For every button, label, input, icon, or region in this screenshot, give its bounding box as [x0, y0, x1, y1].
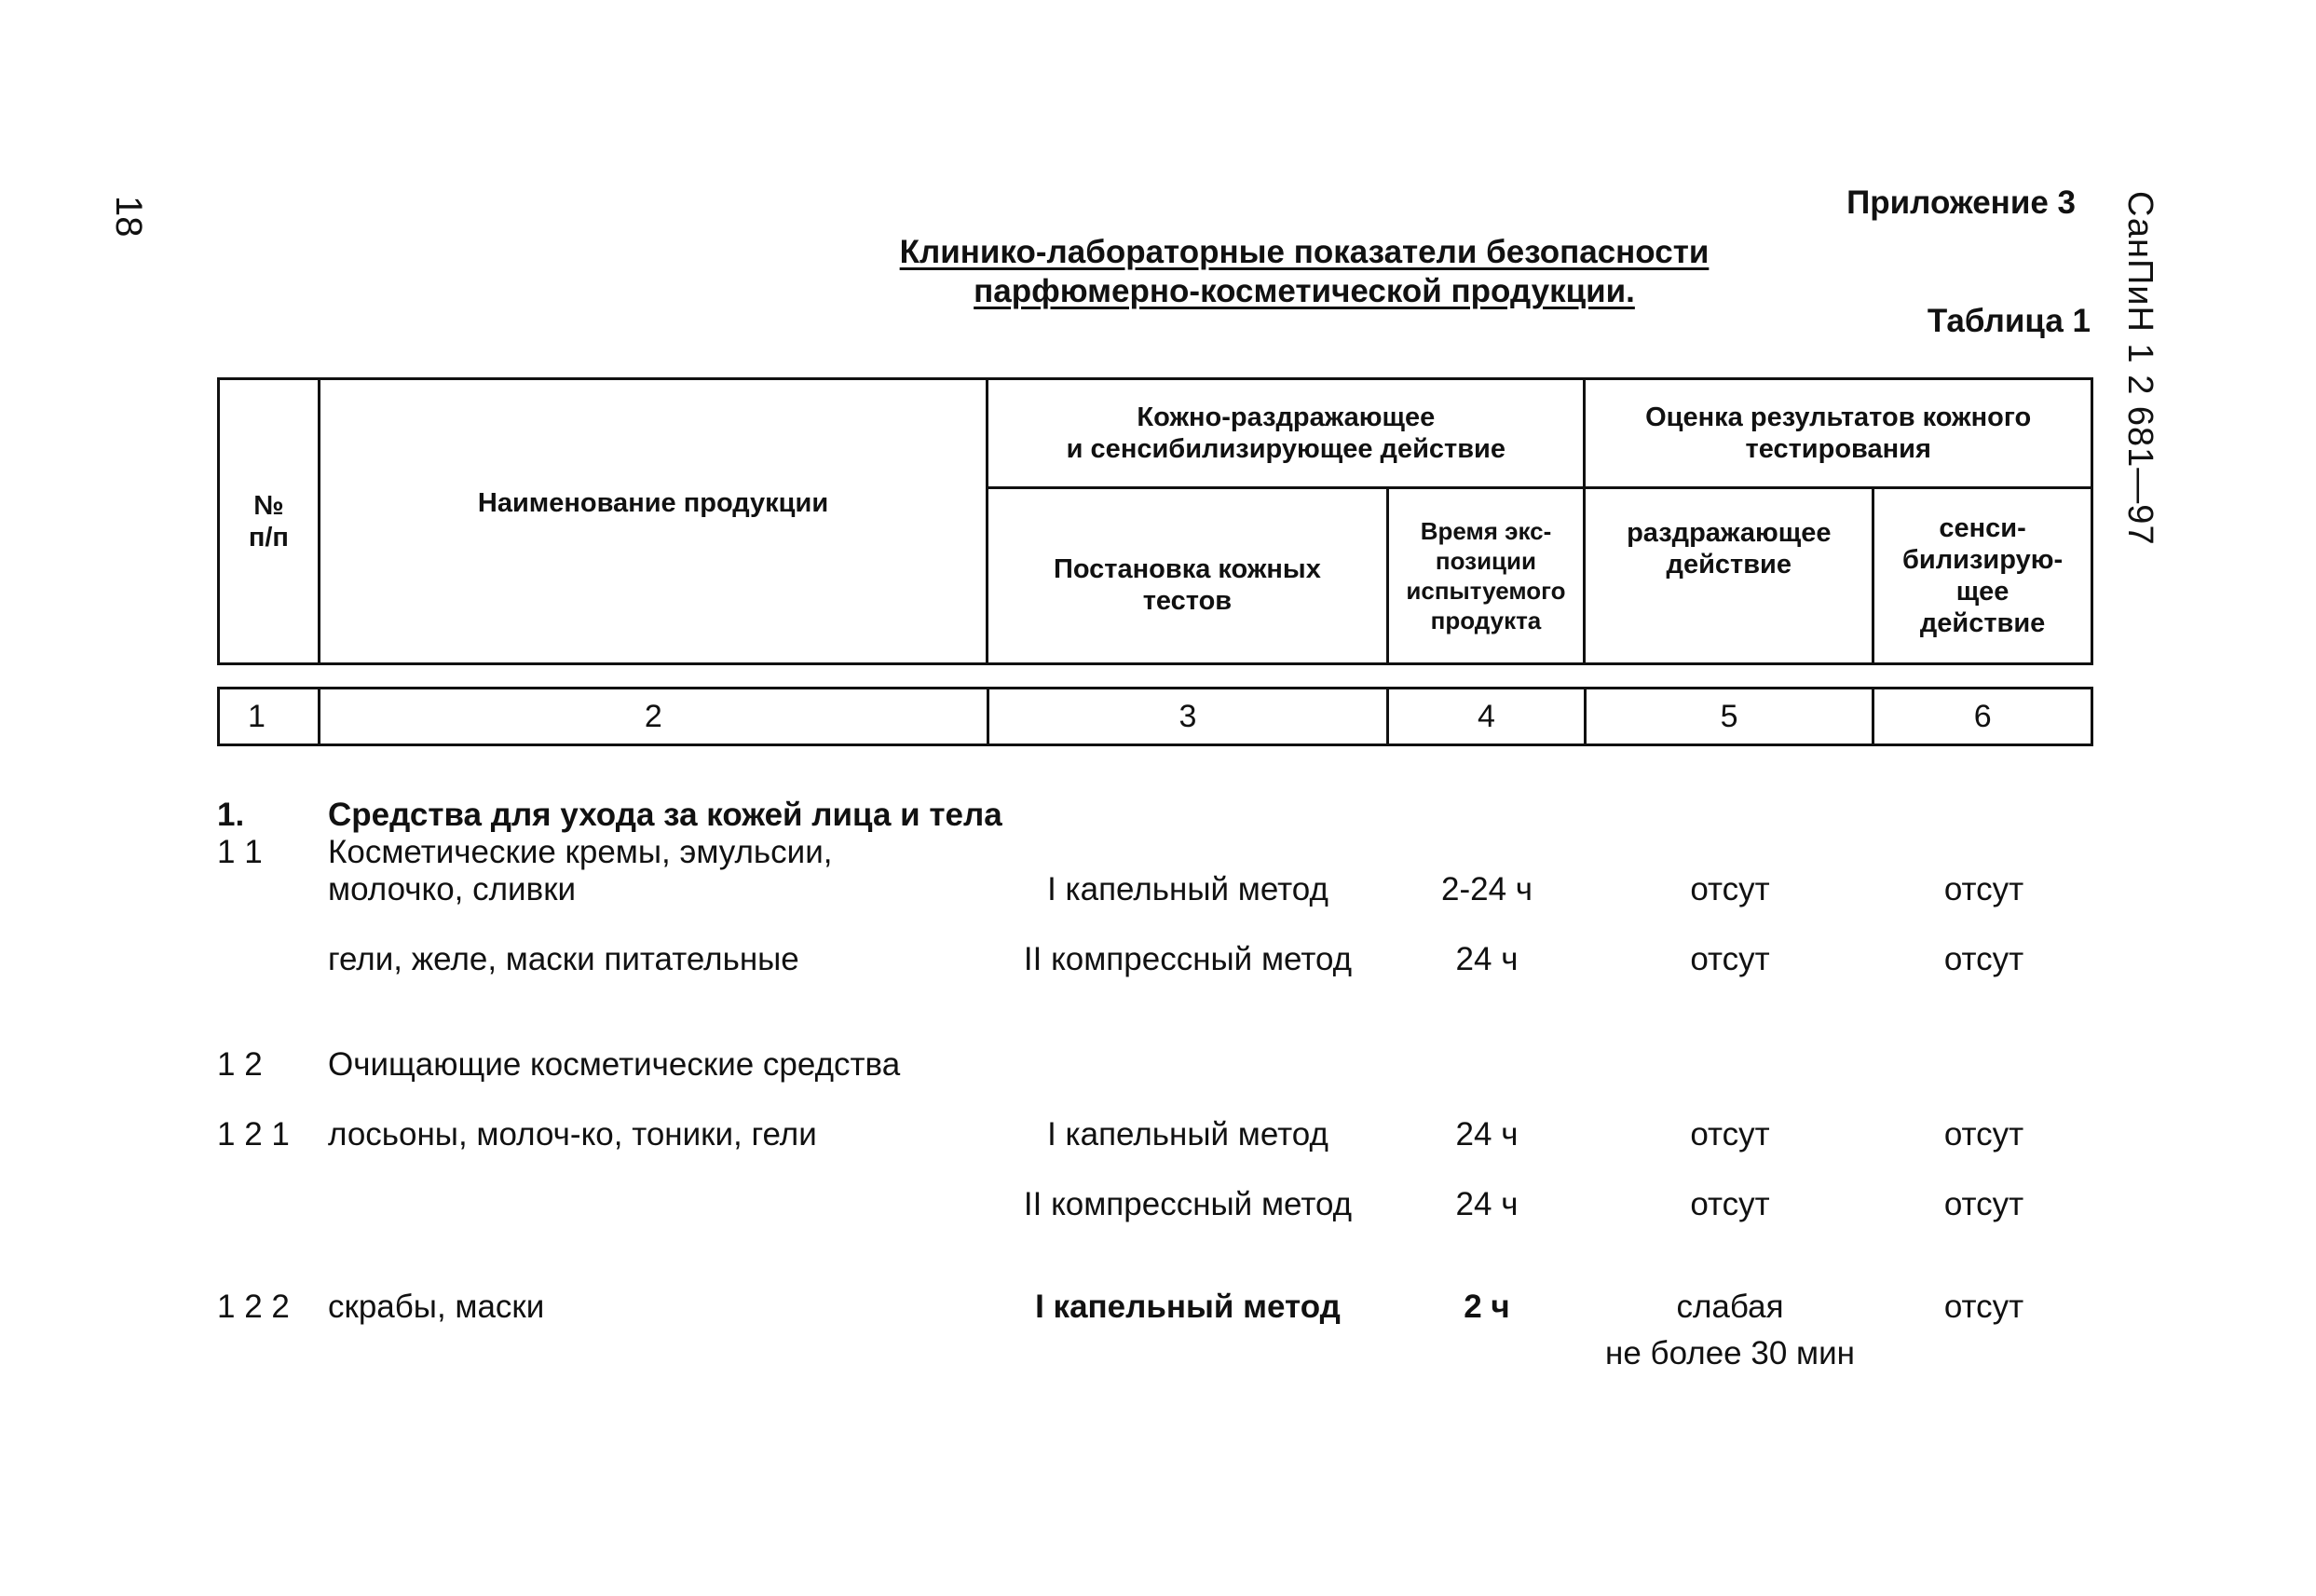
column-number: 4 — [1388, 689, 1586, 745]
row-sensitizing-result: отсут — [1943, 1186, 2024, 1222]
header-product-name: Наименование продукции — [319, 379, 988, 664]
column-numbers-row — [217, 687, 2093, 746]
header-evaluation-group: Оценка результатов кожного тестирования — [1585, 379, 2092, 488]
row-test-method: I капельный метод — [1035, 1289, 1341, 1325]
row-exposure-time: 24 ч — [1455, 1186, 1519, 1222]
row-test-method: I капельный метод — [1047, 1116, 1328, 1153]
row-number: 1 2 — [217, 1046, 263, 1083]
row-test-method: I капельный метод — [1047, 871, 1328, 907]
row-product-name: скрабы, маски — [328, 1289, 545, 1325]
header-exposure-time: Время экс- позиции испытуемого продукта — [1387, 488, 1585, 664]
row-sensitizing-result: отсут — [1943, 1116, 2024, 1153]
row-product-name: Косметические кремы, эмульсии, — [328, 834, 833, 870]
row-irritant-result: отсут — [1690, 941, 1770, 977]
row-exposure-time: 2-24 ч — [1440, 871, 1533, 907]
section-title: Средства для ухода за кожей лица и тела — [328, 797, 1002, 833]
appendix-label: Приложение 3 — [1846, 184, 2076, 221]
row-irritant-result: отсут — [1690, 1186, 1770, 1222]
table-label: Таблица 1 — [1927, 303, 2091, 339]
row-product-name: гели, желе, маски питательные — [328, 941, 799, 977]
row-exposure-time: 24 ч — [1455, 941, 1519, 977]
column-number: 6 — [1873, 689, 2092, 745]
header-skin-irritant-group: Кожно-раздражающее и сенсибилизирующее действие — [988, 379, 1585, 488]
row-test-method: II компрессный метод — [1023, 941, 1353, 977]
row-exposure-time: 24 ч — [1455, 1116, 1519, 1153]
document-title-line-1: Клинико-лабораторные показатели безопасности — [899, 234, 1710, 270]
header-sensitizing-action: сенси- билизирую- щее действие — [1873, 488, 2092, 664]
column-number: 5 — [1585, 689, 1873, 745]
section-number: 1. — [217, 797, 245, 833]
row-sensitizing-result: отсут — [1943, 1289, 2024, 1325]
row-sensitizing-result: отсут — [1943, 871, 2024, 907]
row-product-name: молочко, сливки — [328, 871, 577, 907]
table-header — [217, 377, 2093, 665]
row-irritant-result: отсут — [1690, 1116, 1770, 1153]
document-title-line-2: парфюмерно-косметической продукции. — [974, 273, 1635, 309]
row-irritant-result: слабая — [1676, 1289, 1784, 1325]
row-number: 1 1 — [217, 834, 263, 870]
page-number: 18 — [108, 196, 149, 238]
header-number: № п/п — [219, 379, 320, 664]
row-irritant-note: не более 30 мин — [1605, 1335, 1855, 1371]
column-number: 3 — [988, 689, 1387, 745]
column-number: 1 — [219, 689, 320, 745]
header-skin-tests: Постановка кожных тестов — [988, 488, 1387, 664]
row-exposure-time: 2 ч — [1464, 1289, 1510, 1325]
row-irritant-result: отсут — [1690, 871, 1770, 907]
column-number: 2 — [319, 689, 988, 745]
row-product-name: Очищающие косметические средства — [328, 1046, 901, 1083]
row-number: 1 2 2 — [217, 1289, 290, 1325]
document-code: СанПиН 1 2 681—97 — [2120, 191, 2159, 546]
row-number: 1 2 1 — [217, 1116, 290, 1153]
row-test-method: II компрессный метод — [1023, 1186, 1353, 1222]
header-irritant-action: раздражающее действие — [1585, 488, 1873, 664]
row-product-name: лосьоны, молоч-ко, тоники, гели — [328, 1116, 817, 1153]
row-sensitizing-result: отсут — [1943, 941, 2024, 977]
